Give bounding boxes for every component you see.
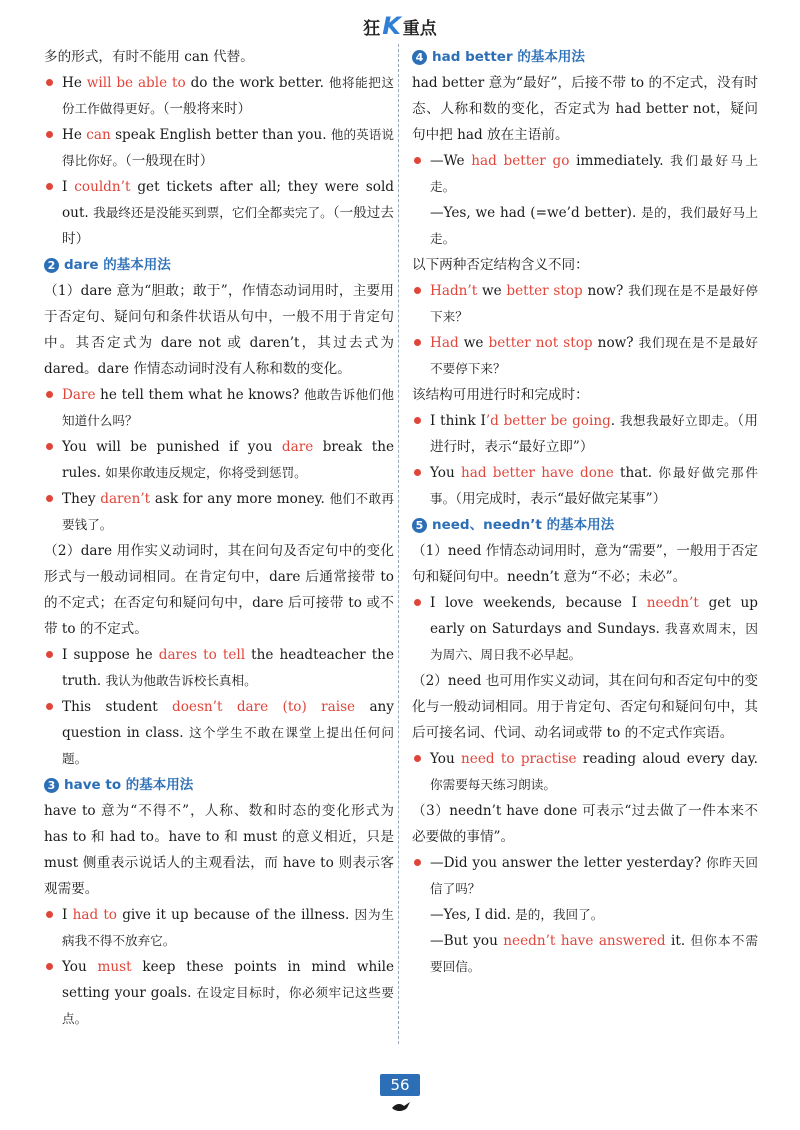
example-text: I: [62, 907, 73, 923]
paragraph-have-to: have to 意为“不得不”，人称、数和时态的变化形式为 has to 和 had to。have to 和 must 的意义相近，只是 must 侧重表示说话人的主观看法，而 have to 则表示客观需要。: [44, 803, 394, 897]
column-divider: [398, 44, 399, 1044]
example-text: the headteacher the truth.: [62, 647, 394, 689]
bullet-icon: [46, 391, 53, 398]
example-7: [44, 642, 394, 694]
example-highlight: needn’t have answered: [503, 933, 666, 949]
example-8: [44, 694, 394, 772]
section-title: have to 的基本用法: [64, 777, 194, 793]
example-text: You: [430, 465, 461, 481]
section-title: need、needn’t 的基本用法: [432, 517, 615, 533]
example-highlight: Had: [430, 335, 459, 351]
left-column: [44, 44, 394, 1032]
bullet-icon: [46, 443, 53, 450]
example-translation: 我想我最好立即走。: [619, 413, 738, 428]
section-heading-dare: [44, 252, 394, 278]
bullet-icon: [414, 287, 421, 294]
example-text: he tell them what he knows?: [95, 387, 304, 403]
page-header: [0, 12, 800, 40]
example-18-reply: [412, 902, 758, 928]
example-highlight: ’d better be going: [485, 413, 611, 429]
example-5: [44, 434, 394, 486]
example-text: get tickets after all; they were sold out.: [62, 179, 394, 221]
right-column: [412, 44, 758, 980]
example-highlight: must: [97, 959, 132, 975]
example-text: speak English better than you.: [110, 127, 331, 143]
example-text: give it up because of the illness.: [117, 907, 355, 923]
bullet-icon: [414, 469, 421, 476]
example-6: [44, 486, 394, 538]
example-highlight: can: [86, 127, 111, 143]
example-16: [412, 590, 758, 668]
example-translation: 是的，我回了。: [515, 907, 604, 922]
section-title: had better 的基本用法: [432, 49, 585, 65]
example-text: —Yes, we had (=we’d better).: [430, 205, 642, 221]
example-highlight: dares to tell: [158, 647, 246, 663]
example-1: [44, 70, 394, 122]
section-number-icon: 3: [44, 778, 59, 793]
example-highlight: had better go: [471, 153, 570, 169]
paragraph-need-3: （3）needn’t have done 可表示“过去做了一件本来不必要做的事情”。: [412, 803, 758, 845]
example-translation: 他敢告诉他们他知道什么吗？: [62, 387, 394, 428]
example-note: （用完成时，表示“最好做完某事”）: [455, 491, 667, 507]
bullet-icon: [414, 755, 421, 762]
example-12: [412, 278, 758, 330]
example-text: any question in class.: [62, 699, 394, 741]
example-highlight: had better have done: [460, 465, 614, 481]
example-translation: 他的英语说得比你好。: [62, 127, 394, 168]
bullet-icon: [46, 963, 53, 970]
example-2: [44, 122, 394, 174]
example-note: （一般过去时）: [62, 205, 395, 247]
paragraph-dare-2: （2）dare 用作实义动词时，其在问句及否定句中的变化形式与一般动词相同。在肯定句中，dare 后通常接带 to 的不定式；在否定句和疑问句中，dare 后可接带 to 或不带 to 的不定式。: [44, 543, 394, 637]
example-text: I think I: [430, 413, 486, 429]
bird-logo-icon: [390, 1099, 412, 1113]
header-k-logo: K: [382, 12, 401, 40]
example-translation: 他们不敢再要钱了。: [62, 491, 395, 532]
example-text: that.: [613, 465, 659, 481]
header-text-pre: 狂: [363, 19, 381, 39]
example-text: I suppose he: [62, 647, 159, 663]
section-number-icon: 2: [44, 258, 59, 273]
example-18: [412, 850, 758, 902]
paragraph-negatives: 以下两种否定结构含义不同：: [412, 257, 589, 273]
example-text: You: [62, 959, 98, 975]
example-translation: 在设定目标时，你必须牢记这些要点。: [62, 985, 394, 1026]
example-3: [44, 174, 394, 252]
example-highlight: had to: [72, 907, 117, 923]
example-highlight: will be able to: [86, 75, 186, 91]
example-highlight: Hadn’t: [430, 283, 478, 299]
example-note: （用进行时，表示“最好立即”）: [430, 413, 759, 455]
example-text: get up early on Saturdays and Sundays.: [430, 595, 758, 637]
example-text: He: [62, 75, 87, 91]
example-4: [44, 382, 394, 434]
example-highlight: Dare: [62, 387, 96, 403]
bullet-icon: [46, 911, 53, 918]
example-text: You: [430, 751, 462, 767]
paragraph-dare-1: （1）dare 意为“胆敢；敢于”，作情态动词用时，主要用于否定句、疑问句和条件状语从句中，一般不用于肯定句中。其否定式为 dare not 或 daren’t，其过去式为 dared。dare 作情态动词时没有人称和数的变化。: [44, 283, 394, 377]
example-text: now?: [592, 335, 639, 351]
bullet-icon: [414, 157, 421, 164]
example-text: He: [62, 127, 87, 143]
example-17: [412, 746, 758, 798]
example-translation: 我认为他敢告诉校长真相。: [105, 673, 257, 688]
example-translation: 你昨天回信了吗？: [430, 855, 758, 896]
example-text: ask for any more money.: [150, 491, 330, 507]
example-18-followup: [412, 928, 758, 980]
example-9: [44, 902, 394, 954]
section-number-icon: 4: [412, 50, 427, 65]
example-10: [44, 954, 394, 1032]
example-text: You will be punished if you: [62, 439, 282, 455]
example-translation: 他将能把这份工作做得更好。: [62, 75, 394, 116]
example-translation: 这个学生不敢在课堂上提出任何问题。: [62, 725, 395, 766]
example-highlight: daren’t: [100, 491, 151, 507]
example-text: break the rules.: [62, 439, 394, 481]
example-highlight: couldn’t: [74, 179, 131, 195]
bullet-icon: [414, 339, 421, 346]
bullet-icon: [46, 651, 53, 658]
paragraph-tenses: 该结构可用进行时和完成时：: [412, 387, 589, 403]
example-translation: 我们最好马上走。: [430, 153, 758, 194]
example-highlight: better stop: [506, 283, 583, 299]
paragraph-need-1: （1）need 作情态动词用时，意为“需要”，一般用于否定句和疑问句中。needn’t 意为“不必；未必”。: [412, 543, 758, 585]
example-translation: 你最好做完那件事。: [430, 465, 759, 506]
bullet-icon: [414, 599, 421, 606]
example-highlight: dare: [281, 439, 314, 455]
bullet-icon: [46, 131, 53, 138]
example-text: keep these points in mind while setting your goals.: [62, 959, 395, 1001]
example-11-reply: [412, 200, 758, 252]
example-text: I: [62, 179, 75, 195]
example-note: （一般将来时）: [162, 101, 252, 117]
example-translation: 我最终还是没能买到票，它们全都卖完了。: [93, 205, 333, 220]
example-text: reading aloud every day.: [576, 751, 758, 767]
example-13: [412, 330, 758, 382]
example-14: [412, 408, 758, 460]
bullet-icon: [46, 495, 53, 502]
example-note: （一般现在时）: [124, 153, 214, 169]
paragraph-need-2: （2）need 也可用作实义动词，其在问句和否定句中的变化与一般动词相同。用于肯定句、否定句和疑问句中，其后可接名词、代词、动名词或带 to 的不定式作宾语。: [412, 673, 758, 741]
bullet-icon: [46, 703, 53, 710]
example-text: immediately.: [569, 153, 671, 169]
example-translation: 但你本不需要回信。: [430, 933, 759, 974]
example-highlight: needn’t: [646, 595, 699, 611]
example-translation: 因为生病我不得不放弃它。: [62, 907, 395, 948]
example-translation: 我们现在是不是最好停下来？: [430, 283, 758, 324]
bullet-icon: [46, 79, 53, 86]
example-translation: 如果你敢违反规定，你将受到惩罚。: [105, 465, 307, 480]
example-highlight: doesn’t dare (to) raise: [172, 699, 356, 715]
example-text: do the work better.: [185, 75, 329, 91]
example-text: we: [458, 335, 489, 351]
bullet-icon: [46, 183, 53, 190]
example-translation: 我喜欢周末，因为周六、周日我不必早起。: [430, 621, 759, 662]
example-text: —Yes, I did.: [430, 907, 516, 923]
section-title: dare 的基本用法: [64, 257, 171, 273]
example-text: it.: [665, 933, 691, 949]
example-text: They: [62, 491, 101, 507]
example-translation: 我们现在是不是最好不要停下来？: [430, 335, 758, 376]
section-heading-had-better: [412, 44, 758, 70]
example-15: [412, 460, 758, 512]
example-text: —But you: [430, 933, 504, 949]
bullet-icon: [414, 859, 421, 866]
example-text: I love weekends, because I: [430, 595, 647, 611]
section-number-icon: 5: [412, 518, 427, 533]
header-text-post: 重点: [402, 19, 437, 39]
paragraph-had-better: had better 意为“最好”，后接不带 to 的不定式，没有时态、人称和数的变化，否定式为 had better not，疑问句中把 had 放在主语前。: [412, 75, 758, 143]
example-text: now?: [582, 283, 629, 299]
page-number: 56: [380, 1074, 420, 1096]
section-heading-need: [412, 512, 758, 538]
example-translation: 是的，我们最好马上走。: [430, 205, 759, 246]
example-highlight: need to practise: [461, 751, 577, 767]
example-text: —We: [430, 153, 472, 169]
section-heading-have-to: [44, 772, 394, 798]
example-highlight: better not stop: [488, 335, 593, 351]
example-text: .: [610, 413, 620, 429]
intro-text: 多的形式，有时不能用 can 代替。: [44, 49, 254, 65]
example-text: —Did you answer the letter yesterday?: [430, 855, 706, 871]
example-translation: 你需要每天练习朗读。: [430, 777, 556, 792]
example-11: [412, 148, 758, 200]
example-text: we: [477, 283, 507, 299]
example-text: This student: [62, 699, 173, 715]
bullet-icon: [414, 417, 421, 424]
